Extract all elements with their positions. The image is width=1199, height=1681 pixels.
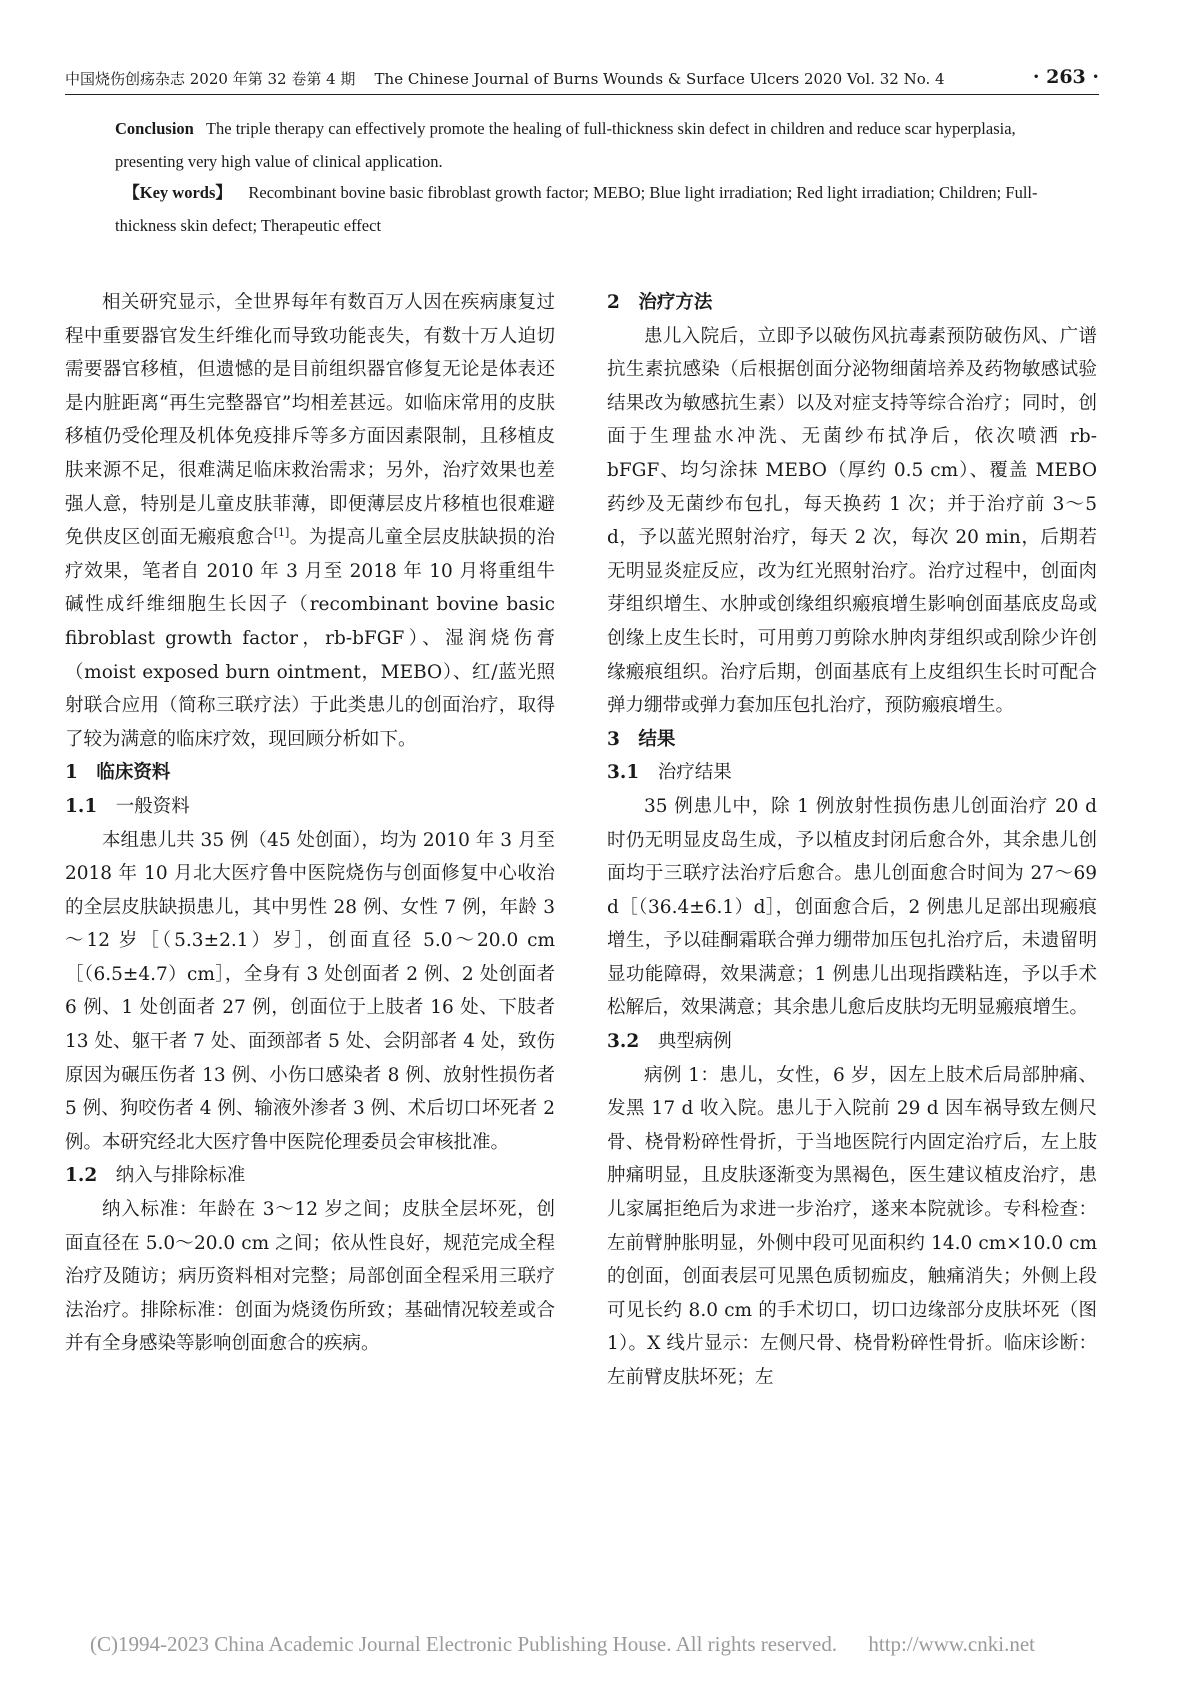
section-heading-3: 3 结果: [607, 728, 676, 750]
left-column: [65, 286, 555, 1361]
conclusion-text: The triple therapy can effectively promote the healing of full-thickness skin defect in children and reduce scar hyperplasia, presenting very high value of clinical application.: [115, 119, 1016, 171]
section-heading-2: 2 治疗方法: [607, 292, 713, 313]
footer-url[interactable]: http://www.cnki.net: [868, 1632, 1035, 1656]
copyright-footer: [90, 1632, 1035, 1657]
general-data-paragraph: 本组患儿共 35 例（45 处创面），均为 2010 年 3 月至 2018 年 10 月北大医疗鲁中医院烧伤与创面修复中心收治的全层皮肤缺损患儿，其中男性 28 例、女性 7 例，年龄 3～12 岁［（5.3±2.1）岁］，创面直径 5.0～20.0 cm［（6.5±4.7）cm］，全身有 3 处创面者 2 例、2 处创面者 6 例、1 处创面者 27 例，创面位于上肢者 16 处、下肢者 13 处、躯干者 7 处、面颈部者 5 处、会阴部者 4 处，致伤原因为碾压伤者 13 例、小伤口感染者 8 例、放射性损伤者 5 例、狗咬伤者 4 例、输液外渗者 3 例、术后切口坏死者 2 例。本研究经北大医疗鲁中医院伦理委员会审核批准。: [65, 829, 555, 1153]
treatment-paragraph: 患儿入院后，立即予以破伤风抗毒素预防破伤风、广谱抗生素抗感染（后根据创面分泌物细菌培养及药物敏感试验结果改为敏感抗生素）以及对症支持等综合治疗；同时，创面于生理盐水冲洗、无菌纱布拭净后，依次喷洒 rb-bFGF、均匀涂抹 MEBO（厚约 0.5 cm）、覆盖 MEBO 药纱及无菌纱布包扎，每天换药 1 次；并于治疗前 3～5 d，予以蓝光照射治疗，每天 2 次，每次 20 min，后期若无明显炎症反应，改为红光照射治疗。治疗过程中，创面肉芽组织增生、水肿或创缘组织瘢痕增生影响创面基底皮岛或创缘上皮生长时，可用剪刀剪除水肿肉芽组织或刮除少许创缘瘢痕组织。治疗后期，创面基底有上皮组织生长时可配合弹力绷带或弹力套加压包扎治疗，预防瘢痕增生。: [607, 325, 1097, 717]
section-heading-3-1: 3.1 治疗结果: [607, 762, 732, 784]
case-paragraph: 病例 1：患儿，女性，6 岁，因左上肢术后局部肿痛、发黑 17 d 收入院。患儿于入院前 29 d 因车祸导致左侧尺骨、桡骨粉碎性骨折，于当地医院行内固定治疗后，左上肢肿痛明显，且皮肤逐渐变为黑褐色，医生建议植皮治疗，患儿家属拒绝后为求进一步治疗，遂来本院就诊。专科检查：左前臂肿胀明显，外侧中段可见面积约 14.0 cm×10.0 cm 的创面，创面表层可见黑色质韧痂皮，触痛消失；外侧上段可见长约 8.0 cm 的手术切口，切口边缘部分皮肤坏死（图 1）。X 线片显示：左侧尺骨、桡骨粉碎性骨折。临床诊断：左前臂皮肤坏死；左: [607, 1064, 1097, 1388]
citation-ref[interactable]: [1]: [273, 526, 290, 539]
keywords-text: Recombinant bovine basic fibroblast growth factor; MEBO; Blue light irradiation; Red light irradiation; Children; Full-thickness skin defect; Therapeutic effect: [115, 183, 1038, 235]
section-heading-1: 1 临床资料: [65, 762, 171, 784]
criteria-paragraph: 纳入标准：年龄在 3～12 岁之间；皮肤全层坏死，创面直径在 5.0～20.0 cm 之间；依从性良好，规范完成全程治疗及随访；病历资料相对完整；局部创面全程采用三联疗法治疗。排除标准：创面为烧烫伤所致；基础情况较差或合并有全身感染等影响创面愈合的疾病。: [65, 1199, 555, 1355]
section-heading-1-2: 1.2 纳入与排除标准: [65, 1165, 246, 1187]
section-heading-3-2: 3.2 典型病例: [607, 1031, 732, 1053]
abstract-keywords: [115, 176, 1075, 242]
running-header: [65, 66, 1099, 95]
keywords-label: 【Key words】: [123, 183, 232, 202]
page-number: · 263 ·: [1032, 66, 1099, 88]
copyright-text: (C)1994-2023 China Academic Journal Electronic Publishing House. All rights reserved.: [90, 1632, 838, 1656]
section-heading-1-1: 1.1 一般资料: [65, 795, 190, 817]
results-paragraph: 35 例患儿中，除 1 例放射性损伤患儿创面治疗 20 d 时仍无明显皮岛生成，予以植皮封闭后愈合外，其余患儿创面均于三联疗法治疗后愈合。患儿创面愈合时间为 27～69 d［（36.4±6.1）d］，创面愈合后，2 例患儿足部出现瘢痕增生，予以硅酮霜联合弹力绷带加压包扎治疗后，未遗留明显功能障碍，效果满意；1 例患儿出现指蹼粘连，予以手术松解后，效果满意；其余患儿愈后皮肤均无明显瘢痕增生。: [607, 795, 1097, 1019]
abstract-conclusion: [115, 112, 1075, 178]
journal-title-en: The Chinese Journal of Burns Wounds & Surface Ulcers 2020 Vol. 32 No. 4: [374, 70, 945, 88]
right-column: [607, 286, 1097, 1395]
journal-title-cn: 中国烧伤创疡杂志 2020 年第 32 卷第 4 期: [65, 70, 356, 88]
journal-title: [65, 68, 945, 89]
intro-paragraph: 相关研究显示，全世界每年有数百万人因在疾病康复过程中重要器官发生纤维化而导致功能丧失，有数十万人迫切需要器官移植，但遗憾的是目前组织器官修复无论是体表还是内脏距离“再生完整器官”均相差甚远。如临床常用的皮肤移植仍受伦理及机体免疫排斥等多方面因素限制，且移植皮肤来源不足，很难满足临床救治需求；另外，治疗效果也差强人意，特别是儿童皮肤菲薄，即便薄层皮片移植也很难避免供皮区创面无瘢痕愈合[1]。为提高儿童全层皮肤缺损的治疗效果，笔者自 2010 年 3 月至 2018 年 10 月将重组牛碱性成纤维细胞生长因子（recombinant bovine basic fibroblast growth factor，rb-bFGF）、湿润烧伤膏（moist exposed burn ointment，MEBO）、红/蓝光照射联合应用（简称三联疗法）于此类患儿的创面治疗，取得了较为满意的临床疗效，现回顾分析如下。: [65, 292, 555, 750]
conclusion-label: Conclusion: [115, 119, 194, 138]
